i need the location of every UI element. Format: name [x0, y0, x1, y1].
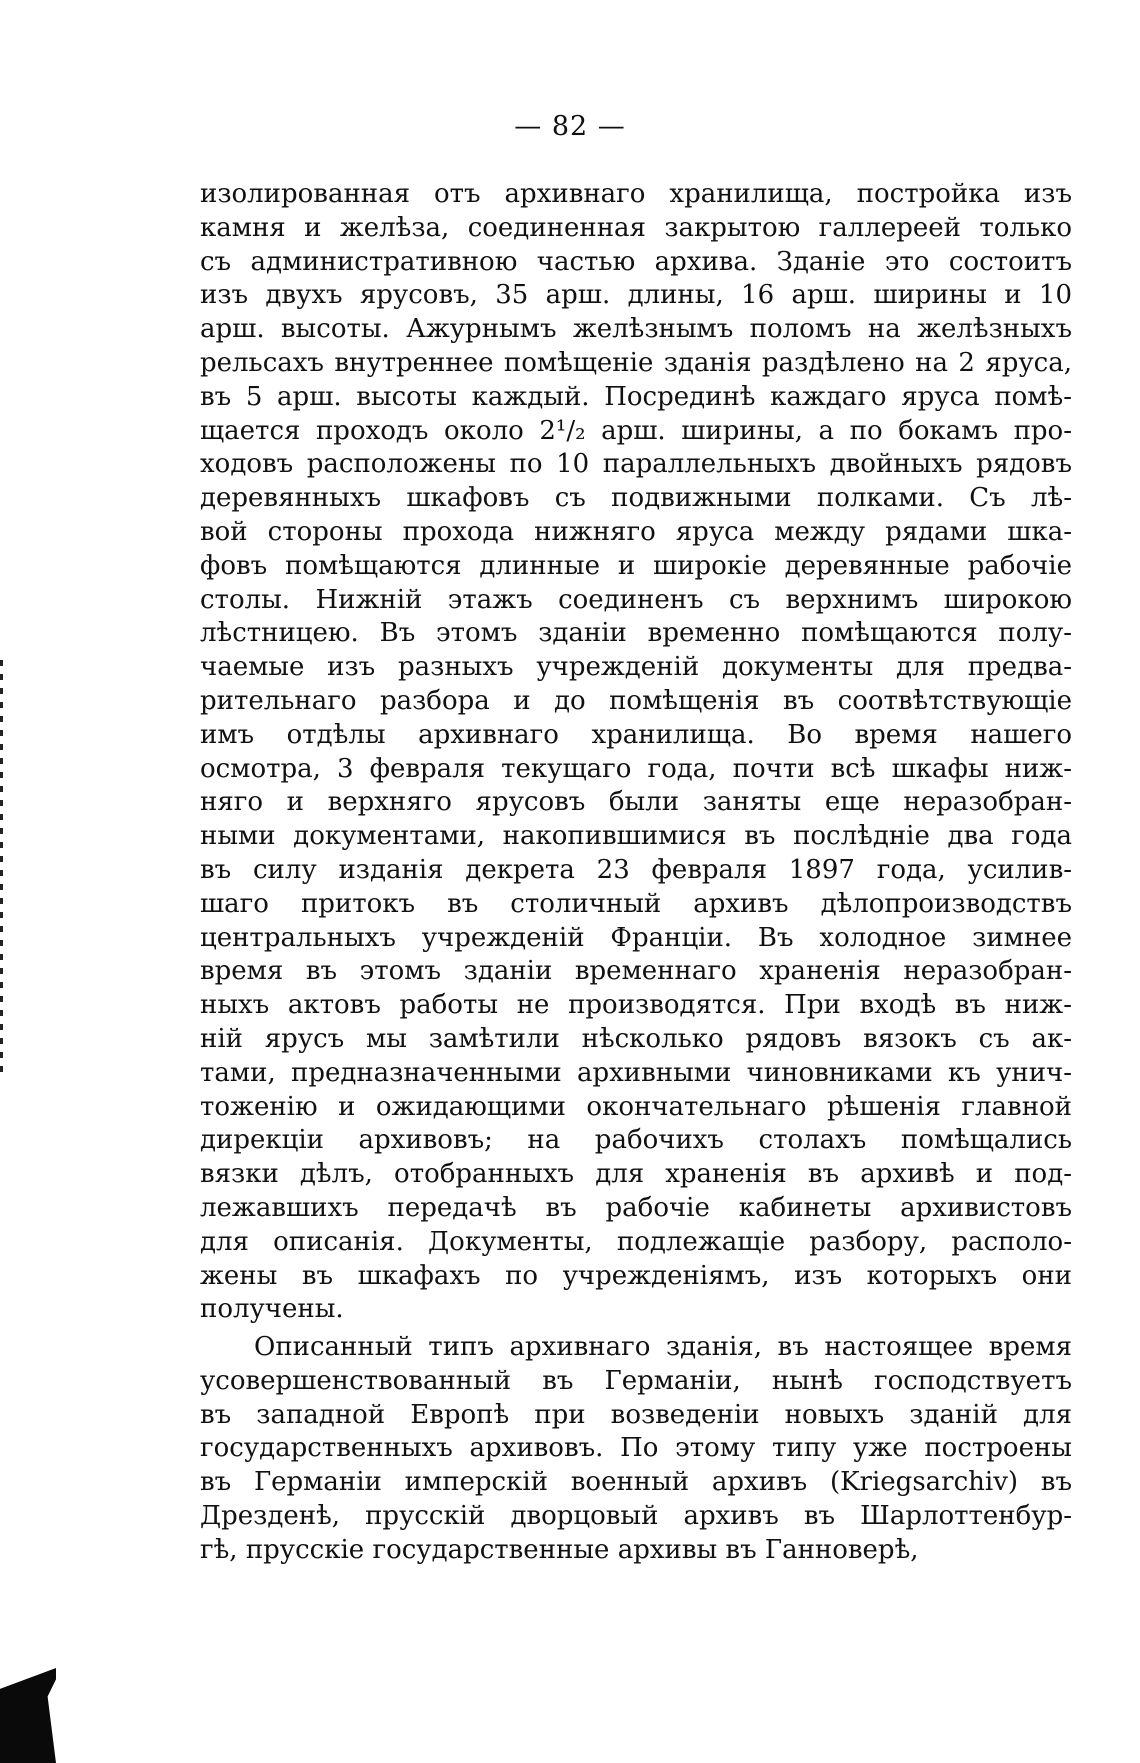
text-line: тами, предназначенными архивными чиновниками къ унич-: [200, 1057, 1072, 1088]
text-line: съ административною частью архива. Зданіе это состоитъ: [200, 246, 1072, 277]
text-line: Дрезденѣ, прусскій дворцовый архивъ въ Шарлоттенбур-: [200, 1501, 1072, 1532]
text-line: ными документами, накопившимися въ послѣдніе два года: [200, 821, 1072, 852]
corner-scan-artifact: [0, 1668, 56, 1763]
text-line: деревянныхъ шкафовъ съ подвижными полками. Съ лѣ-: [200, 483, 1072, 514]
text-line: получены.: [200, 1294, 344, 1325]
text-line: столы. Нижній этажъ соединенъ съ верхнимъ широкою: [200, 584, 1072, 615]
text-line: имъ отдѣлы архивнаго хранилища. Во время нашего: [200, 719, 1072, 750]
text-line: рительнаго разбора и до помѣщенія въ соотвѣтствующіе: [200, 685, 1072, 716]
text-line: время въ этомъ зданіи временнаго храненія неразобран-: [200, 956, 1072, 987]
paragraph: [200, 1331, 1072, 1568]
text-line: няго и верхняго ярусовъ были заняты еще неразобран-: [200, 787, 1072, 818]
text-line: въ 5 арш. высоты каждый. Посрединѣ каждаго яруса помѣ-: [200, 381, 1072, 412]
text-line: рельсахъ внутреннее помѣщеніе зданія раздѣлено на 2 яруса,: [200, 347, 1072, 378]
text-line: ныхъ актовъ работы не производятся. При входѣ въ ниж-: [200, 990, 1072, 1021]
text-line: ходовъ расположены по 10 параллельныхъ двойныхъ рядовъ: [200, 449, 1072, 480]
text-line: изолированная отъ архивнаго хранилища, постройка изъ: [200, 179, 1072, 209]
paragraph: [200, 178, 1072, 1327]
margin-scan-artifact: [0, 660, 3, 1080]
text-line: въ силу изданія декрета 23 февраля 1897 года, усилив-: [200, 854, 1072, 885]
text-line: ній ярусъ мы замѣтили нѣсколько рядовъ вязокъ съ ак-: [200, 1023, 1072, 1054]
text-line: гѣ, прусскіе государственные архивы въ Ганноверѣ,: [200, 1534, 919, 1565]
page-number: — 82 —: [514, 111, 626, 142]
text-line: арш. высоты. Ажурнымъ желѣзнымъ поломъ на желѣзныхъ: [200, 314, 1072, 345]
text-line: лѣстницею. Въ этомъ зданіи временно помѣщаются полу-: [200, 618, 1072, 649]
text-line: шаго притокъ въ столичный архивъ дѣлопроизводствъ: [200, 888, 1072, 919]
text-line: камня и желѣза, соединенная закрытою галлереей только: [200, 212, 1072, 243]
text-line: центральныхъ учрежденій Франціи. Въ холодное зимнее: [200, 922, 1072, 953]
text-line: государственныхъ архивовъ. По этому типу уже построены: [200, 1433, 1072, 1464]
text-line: въ Германіи имперскій военный архивъ (Kriegsarchiv) въ: [200, 1467, 1072, 1498]
text-line: лежавшихъ передачѣ въ рабочіе кабинеты архивистовъ: [200, 1192, 1072, 1223]
text-line: вой стороны прохода нижняго яруса между рядами шка-: [200, 516, 1072, 547]
text-line: для описанія. Документы, подлежащіе разбору, располо-: [200, 1226, 1072, 1257]
text-line: щается проходъ около 2¹/₂ арш. ширины, а по бокамъ про-: [200, 415, 1072, 446]
text-block: [200, 178, 1072, 1568]
text-line: дирекціи архивовъ; на рабочихъ столахъ помѣщались: [200, 1125, 1072, 1156]
text-line: жены въ шкафахъ по учрежденіямъ, изъ которыхъ они: [200, 1260, 1072, 1291]
text-line: Описанный типъ архивнаго зданія, въ настоящее время: [254, 1332, 1072, 1363]
text-line: изъ двухъ ярусовъ, 35 арш. длины, 16 арш. ширины и 10: [200, 280, 1072, 311]
text-line: осмотра, 3 февраля текущаго года, почти всѣ шкафы ниж-: [200, 753, 1072, 784]
text-line: усовершенствованный въ Германіи, нынѣ господствуетъ: [200, 1365, 1072, 1396]
text-line: въ западной Европѣ при возведеніи новыхъ зданій для: [200, 1399, 1072, 1430]
text-line: чаемые изъ разныхъ учрежденій документы для предва-: [200, 652, 1072, 683]
text-line: тоженію и ожидающими окончательнаго рѣшенія главной: [200, 1091, 1072, 1122]
text-line: вязки дѣлъ, отобранныхъ для храненія въ архивѣ и под-: [200, 1159, 1072, 1190]
text-line: фовъ помѣщаются длинные и широкіе деревянные рабочіе: [200, 550, 1072, 581]
